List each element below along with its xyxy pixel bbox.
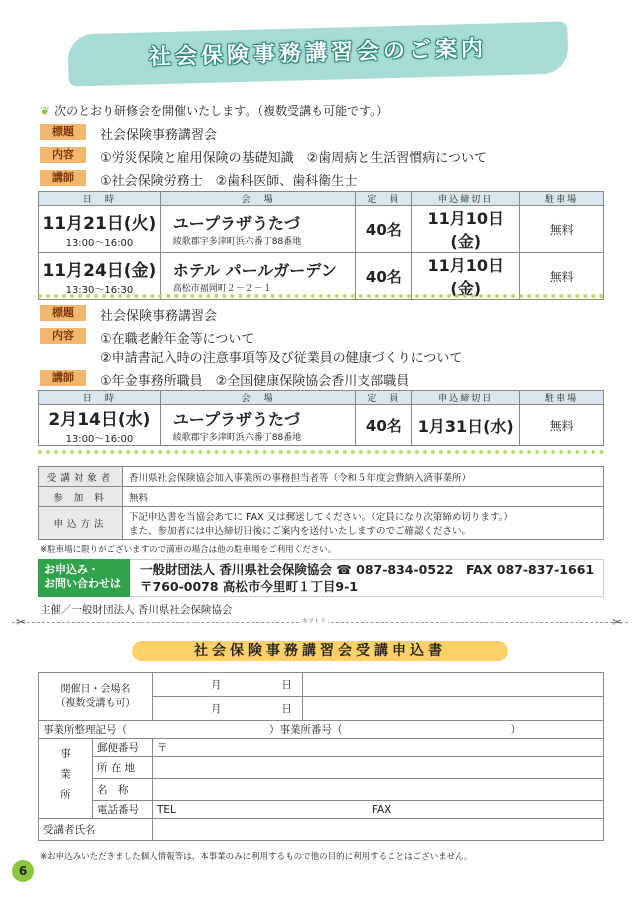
scissors-icon: ✂ — [16, 615, 27, 629]
block1-title: 社会保険事務講習会 — [100, 128, 218, 143]
deadline: 11月10日(金) — [412, 253, 520, 300]
venue-address: 綾歌郡宇多津町浜六番丁88番地 — [172, 237, 302, 247]
session-date: 11月24日(金) — [42, 261, 157, 281]
office-label: 事業所 — [39, 739, 93, 819]
block1-lecturer: ①社会保険労務士 ②歯科医師、歯科衛生士 — [100, 174, 358, 189]
dotted-divider — [38, 294, 604, 302]
header-deadline: 申込締切日 — [412, 391, 520, 405]
phone-field[interactable]: TEL FAX — [153, 801, 604, 819]
cut-label: キリトリ — [302, 618, 327, 625]
venue-name: ユープラザうたづ — [172, 410, 300, 429]
privacy-note: ※お申込みいただきました個人情報等は、本事業のみに利用するもので他の目的に利用することはございません。 — [40, 852, 473, 862]
block2-lecturer: ①年金事務所職員 ②全国健康保険協会香川支部職員 — [100, 374, 410, 389]
capacity: 40名 — [356, 206, 412, 253]
sponsor: 主催／一般財団法人 香川県社会保険協会 — [40, 604, 233, 616]
date-field-1[interactable]: 月 日 — [153, 673, 303, 697]
contact-label: お申込み・ お問い合わせは — [38, 559, 130, 597]
title-tag: 標題 — [40, 124, 86, 140]
date-field-2[interactable]: 月 日 — [153, 697, 303, 721]
method-line-1: 下記申込書を当協会あてに FAX 又は郵送してください。（定員になり次第締め切ります。） — [129, 512, 513, 523]
postal-label: 郵便番号 — [93, 739, 153, 757]
office-number-field[interactable]: 事業所整理記号（ ）事業所番号（ ） — [39, 721, 604, 739]
block2-title: 社会保険事務講習会 — [100, 309, 218, 324]
header-date: 日 時 — [39, 192, 161, 206]
attendee-field[interactable] — [153, 819, 604, 841]
venue-address: 高松市福岡町２－２－１ — [172, 284, 272, 294]
attendee-label: 受講者氏名 — [39, 819, 153, 841]
leaf-icon: ❦ — [40, 104, 51, 118]
postal-field[interactable]: 〒 — [153, 739, 604, 757]
header-parking: 駐車場 — [520, 391, 604, 405]
title-tag: 標題 — [40, 305, 86, 321]
info-table — [38, 466, 604, 540]
venue-address: 綾歌郡宇多津町浜六番丁88番地 — [172, 433, 302, 443]
address-field[interactable] — [153, 757, 604, 779]
method-line-2: また、参加者には申込締切日後にご案内を送付いたしますのでご確認ください。 — [129, 526, 472, 537]
intro-text: ❦ 次のとおり研修会を開催いたします。（複数受講も可能です。） — [40, 104, 389, 118]
venue-field-1[interactable] — [303, 673, 604, 697]
header-venue: 会 場 — [160, 391, 356, 405]
form-title: 社会保険事務講習会受講申込書 — [132, 641, 508, 661]
parking-note: ※駐車場に限りがございますので満車の場合は他の駐車場をご利用ください。 — [40, 545, 337, 555]
page-title: 社会保険事務講習会のご案内 — [148, 36, 488, 71]
date-venue-label: 開催日・会場名 — [60, 683, 131, 695]
session-time: 13:00～16:00 — [65, 434, 134, 445]
venue-field-2[interactable] — [303, 697, 604, 721]
contact-info — [140, 561, 594, 595]
method-label: 申込方法 — [39, 507, 123, 540]
session-time: 13:30～16:30 — [65, 285, 134, 296]
venue-name: ホテル パールガーデン — [172, 261, 337, 280]
header-capacity: 定 員 — [356, 391, 412, 405]
dotted-divider — [38, 450, 604, 458]
lecturer-tag: 講師 — [40, 370, 86, 386]
contact-line-1: 一般財団法人 香川県社会保険協会 ☎ 087-834-0522 FAX 087-837-1661 — [140, 562, 595, 577]
capacity: 40名 — [356, 253, 412, 300]
block2-content-2: ②申請書記入時の注意事項等及び従業員の健康づくりについて — [100, 351, 463, 366]
header-parking: 駐車場 — [520, 192, 604, 206]
session-date: 11月21日(火) — [42, 214, 157, 234]
fee-value: 無料 — [123, 487, 604, 507]
content-tag: 内容 — [40, 328, 86, 344]
block1-content: ①労災保険と雇用保険の基礎知識 ②歯周病と生活習慣病について — [100, 151, 488, 166]
table-row — [39, 253, 604, 300]
name-label: 名 称 — [93, 779, 153, 801]
schedule-table-2 — [38, 390, 604, 446]
capacity: 40名 — [356, 405, 412, 446]
page-number: 6 — [12, 860, 34, 882]
content-tag: 内容 — [40, 147, 86, 163]
target-value: 香川県社会保険協会加入事業所の事務担当者等（令和５年度会費納入済事業所） — [123, 467, 604, 487]
fee-label: 参 加 料 — [39, 487, 123, 507]
scissors-icon: ✂ — [612, 615, 623, 629]
target-label: 受講対象者 — [39, 467, 123, 487]
header-venue: 会 場 — [160, 192, 356, 206]
deadline: 11月10日(金) — [412, 206, 520, 253]
table-row — [39, 206, 604, 253]
date-venue-sublabel: （複数受講も可） — [55, 697, 136, 709]
phone-label: 電話番号 — [93, 801, 153, 819]
block2-content-1: ①在職老齢年金等について — [100, 332, 255, 347]
parking: 無料 — [520, 253, 604, 300]
header-deadline: 申込締切日 — [412, 192, 520, 206]
name-field[interactable] — [153, 779, 604, 801]
session-time: 13:00～16:00 — [65, 238, 134, 249]
application-form — [38, 672, 604, 841]
venue-name: ユープラザうたづ — [172, 214, 300, 233]
parking: 無料 — [520, 206, 604, 253]
schedule-table-1 — [38, 191, 604, 300]
table-row — [39, 405, 604, 446]
lecturer-tag: 講師 — [40, 170, 86, 186]
deadline: 1月31日(水) — [412, 405, 520, 446]
address-label: 所 在 地 — [93, 757, 153, 779]
header-capacity: 定 員 — [356, 192, 412, 206]
header-date: 日 時 — [39, 391, 161, 405]
contact-line-2: 〒760-0078 高松市今里町１丁目9-1 — [140, 579, 359, 594]
parking: 無料 — [520, 405, 604, 446]
session-date: 2月14日(水) — [48, 410, 151, 430]
